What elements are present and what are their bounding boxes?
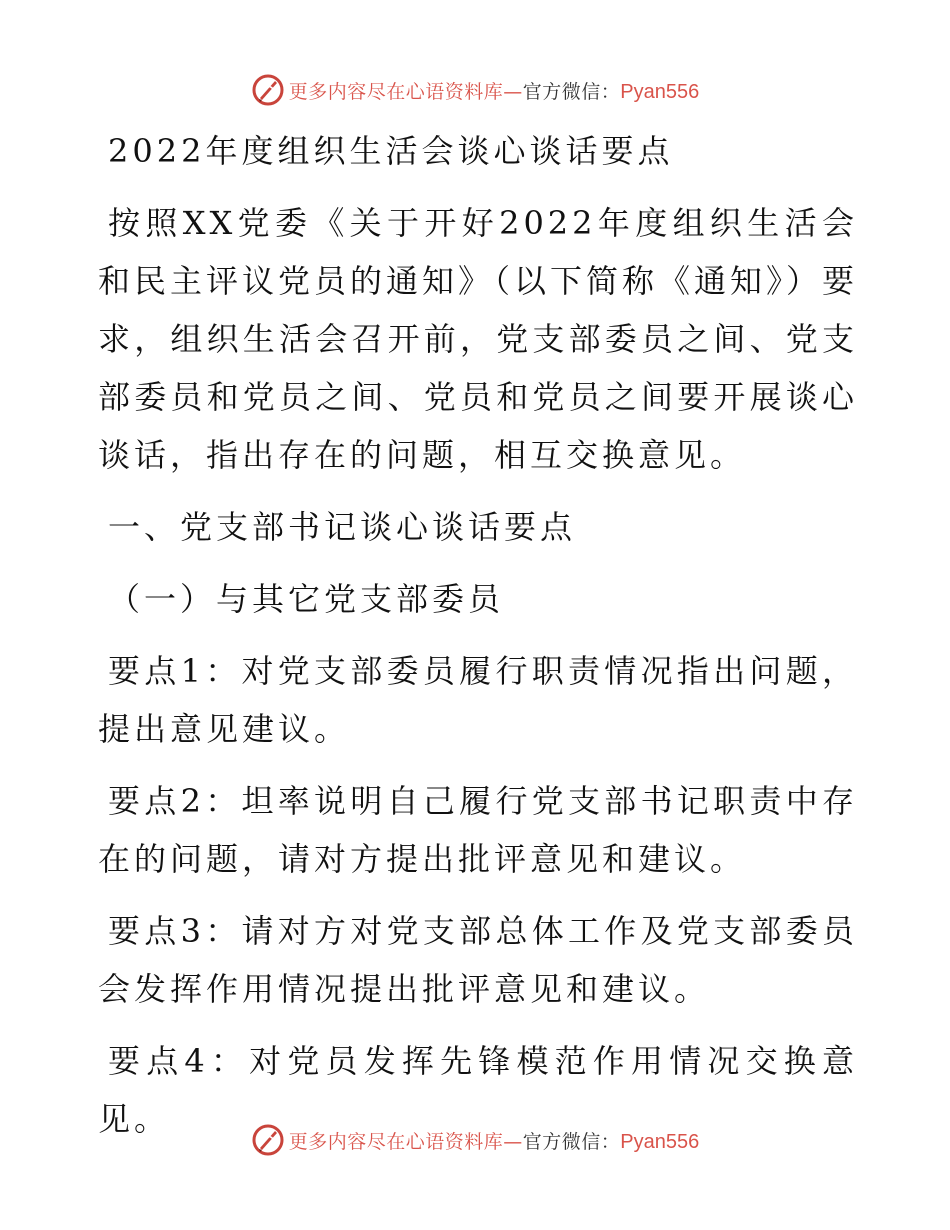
watermark-banner-bottom (0, 1120, 950, 1160)
watermark-text: 更多内容尽在心语资料库—官方微信：Pyan556 (288, 80, 700, 103)
document-body (98, 122, 858, 1162)
point-4: 要点4：对党员发挥先锋模范作用情况交换意见。 (98, 1042, 858, 1138)
section-heading: 一、党支部书记谈心谈话要点 (108, 508, 577, 546)
watermark-text: 更多内容尽在心语资料库—官方微信：Pyan556 (288, 1130, 700, 1153)
point-3: 要点3：请对方对党支部总体工作及党支部委员会发挥作用情况提出批评意见和建议。 (98, 912, 858, 1008)
point-2: 要点2：坦率说明自己履行党支部书记职责中存在的问题，请对方提出批评意见和建议。 (98, 782, 858, 878)
document-title: 2022年度组织生活会谈心谈话要点 (108, 132, 674, 170)
intro-paragraph: 按照XX党委《关于开好2022年度组织生活会和民主评议党员的通知》（以下简称《通知》）要求，组织生活会召开前，党支部委员之间、党支部委员和党员之间、党员和党员之间要开展谈心谈话，指出存在的问题，相互交换意见。 (98, 204, 859, 474)
point-1: 要点1：对党支部委员履行职责情况指出问题，提出意见建议。 (98, 652, 858, 748)
quill-logo-icon (251, 73, 285, 107)
subsection-heading: （一）与其它党支部委员 (108, 580, 505, 618)
quill-logo-icon (251, 1123, 285, 1157)
watermark-banner-top (0, 70, 950, 110)
